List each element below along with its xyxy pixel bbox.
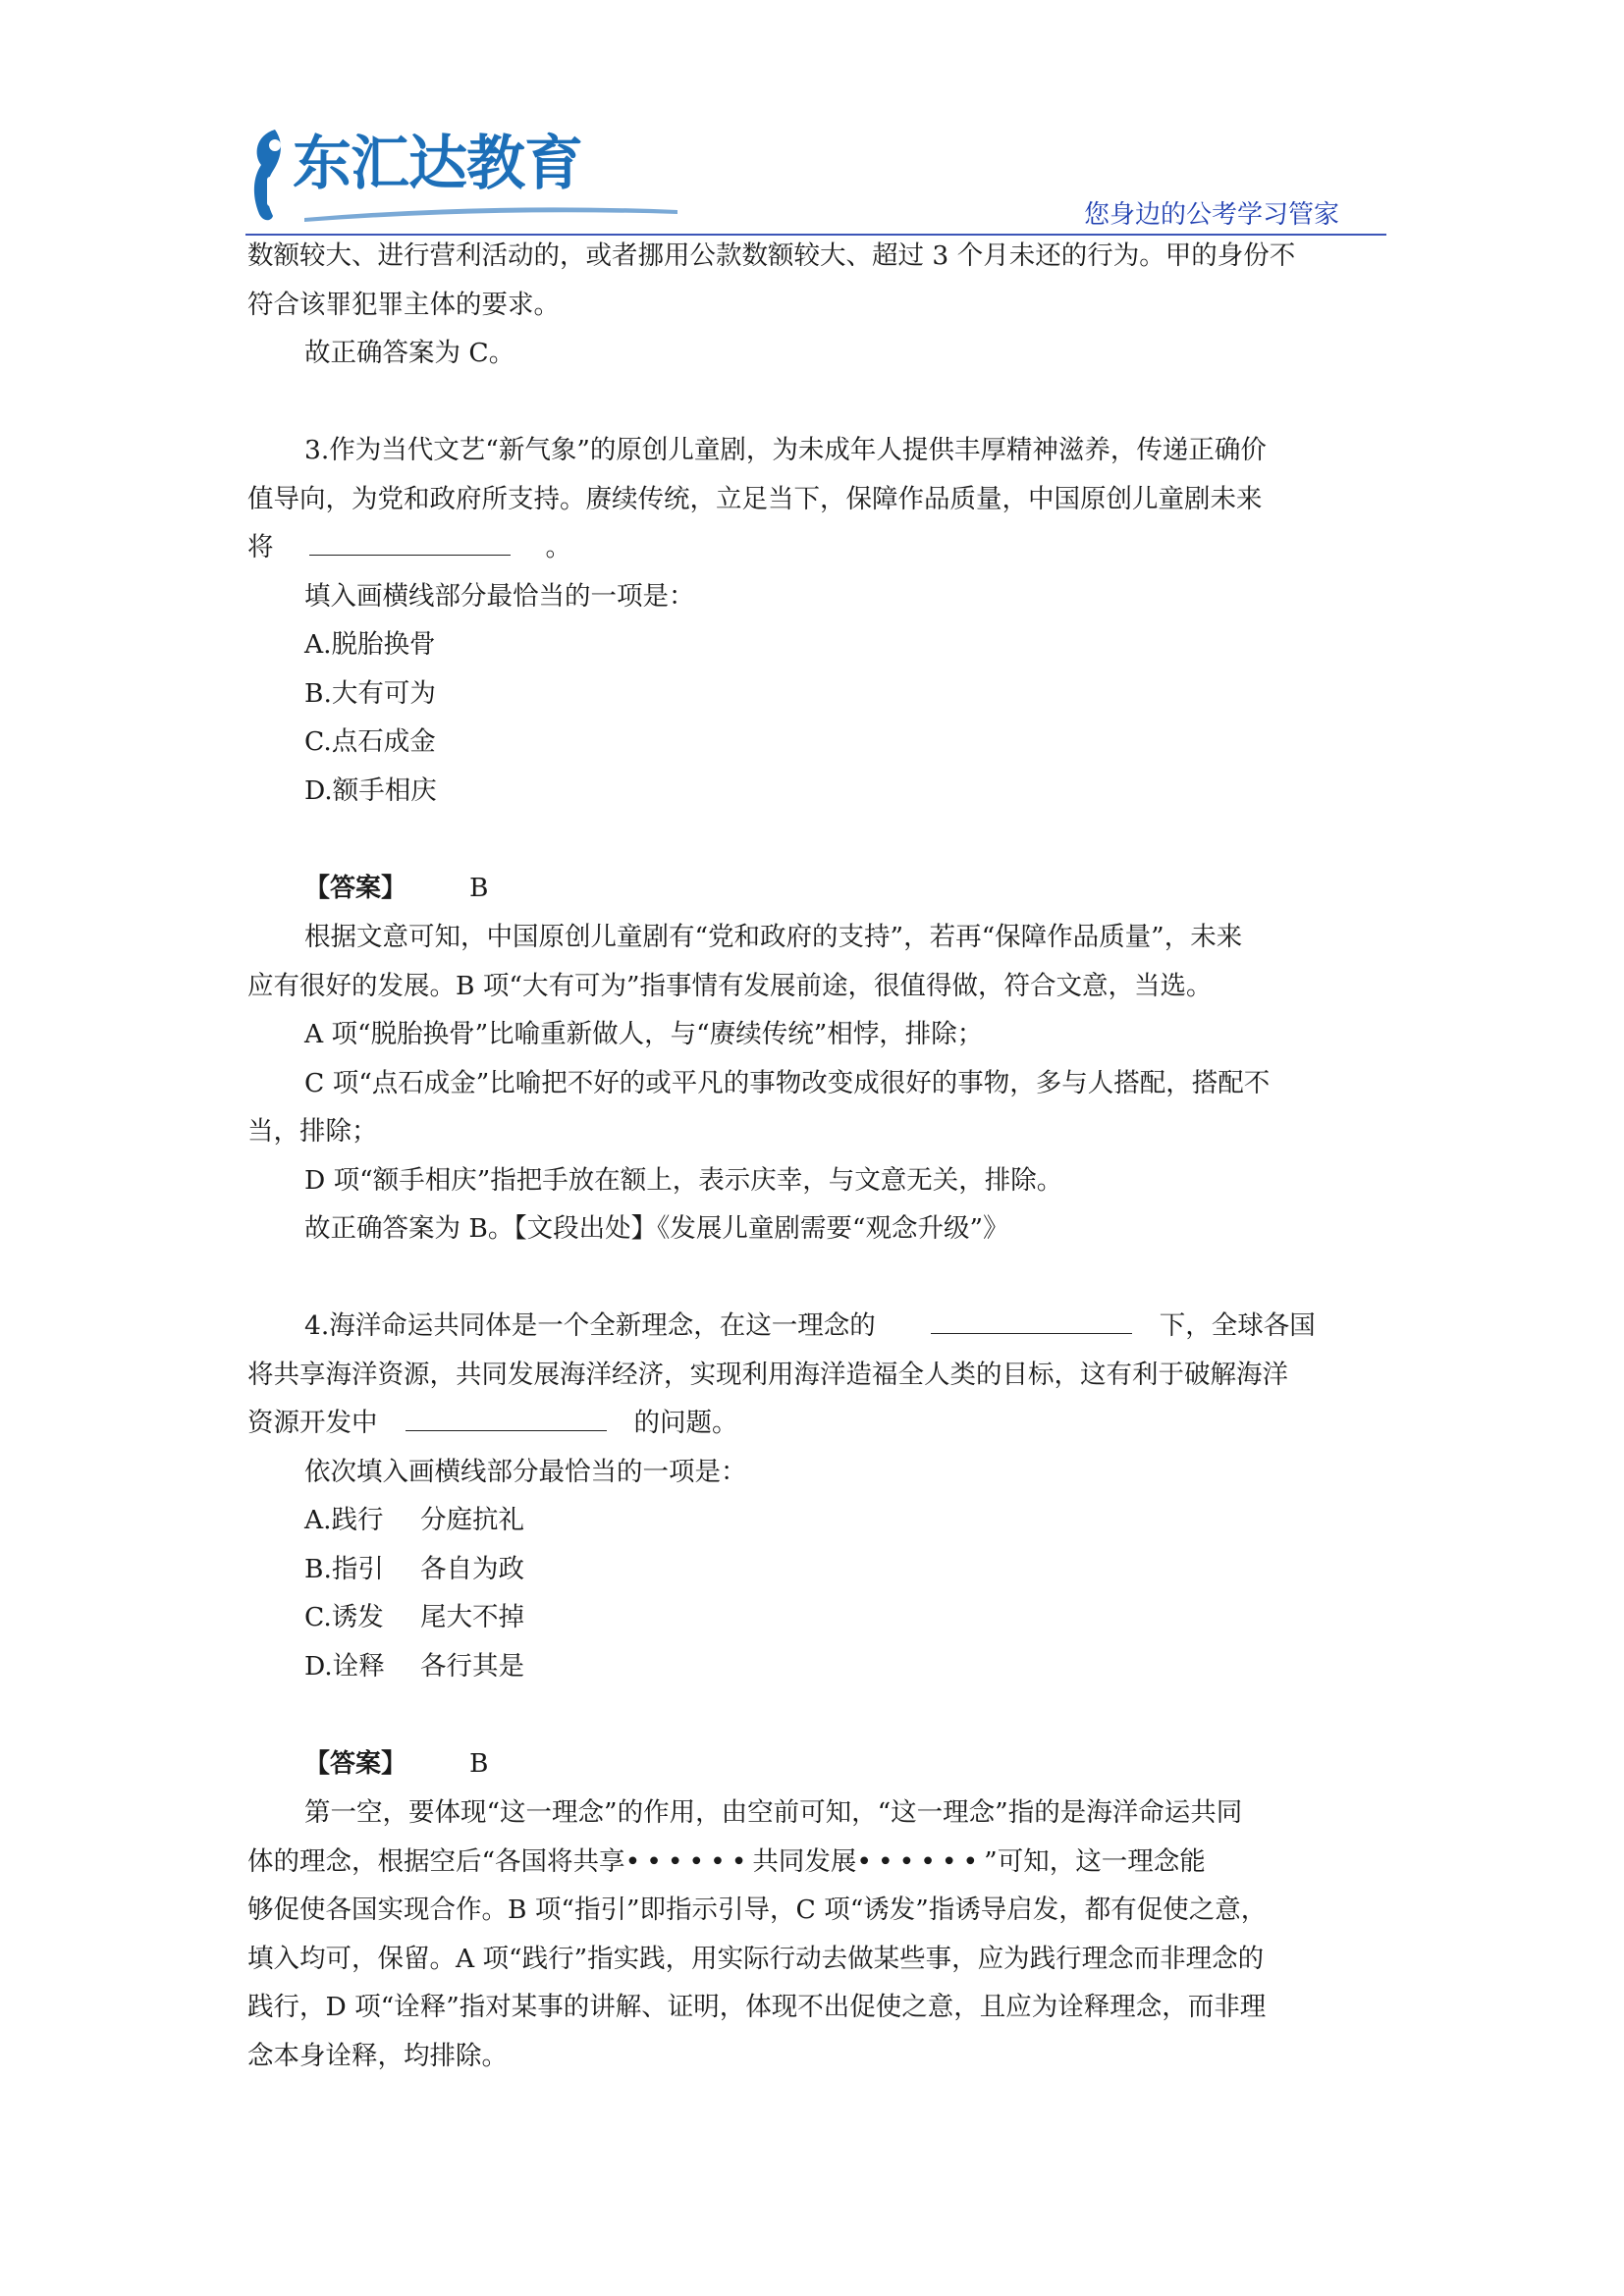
q4-stem-line: 资源开发中 的问题。 <box>247 1399 1386 1448</box>
q3-option: B.大有可为 <box>304 677 436 709</box>
q4-option: D.诠释 各行其是 <box>304 1650 524 1682</box>
q3-analysis-line: C 项“点石成金”比喻把不好的或平凡的事物改变成很好的事物，多与人搭配，搭配不 <box>304 1067 1271 1098</box>
q4-option: C.诱发 尾大不掉 <box>304 1602 524 1632</box>
prev-text-line: 数额较大、进行营利活动的，或者挪用公款数额较大、超过 3 个月未还的行为。甲的身份不 <box>247 240 1296 271</box>
q4-analysis-line: 够促使各国实现合作。B 项“指引”即指示引导，C 项“诱发”指诱导启发，都有促使之意， <box>247 1895 1268 1925</box>
q4-analysis-line: 念本身诠释，均排除。 <box>247 2040 508 2071</box>
document-body <box>247 232 1386 2080</box>
page-header <box>245 108 1386 236</box>
q4-option: A.践行 分庭抗礼 <box>304 1505 524 1535</box>
fill-blank <box>406 1401 607 1431</box>
q3-analysis-line: 根据文意可知，中国原创儿童剧有“党和政府的支持”，若再“保障作品质量”，未来 <box>304 922 1243 952</box>
q3-option: D.额手相庆 <box>304 774 437 806</box>
q3-stem-line: 将 。 <box>247 523 1386 572</box>
q4-instruction: 依次填入画横线部分最恰当的一项是： <box>304 1456 747 1487</box>
q3-analysis-line: D 项“额手相庆”指把手放在额上，表示庆幸，与文意无关，排除。 <box>304 1164 1063 1196</box>
q4-analysis-line: 第一空，要体现“这一理念”的作用，由空前可知，“这一理念”指的是海洋命运共同 <box>304 1797 1243 1828</box>
fill-blank <box>931 1304 1132 1334</box>
q4-option: B.指引 各自为政 <box>304 1553 524 1584</box>
q4-analysis-line: 践行，D 项“诠释”指对某事的讲解、证明，体现不出促使之意，且应为诠释理念，而非理 <box>247 1992 1267 2022</box>
prev-conclusion: 故正确答案为 C。 <box>304 338 515 368</box>
prev-text-line: 符合该罪犯罪主体的要求。 <box>247 289 560 320</box>
q3-analysis-line: 当，排除； <box>247 1116 378 1147</box>
q4-answer: 【答案】 B <box>304 1747 489 1779</box>
q3-option: C.点石成金 <box>304 726 436 757</box>
q3-stem-line: 值导向，为党和政府所支持。赓续传统，立足当下，保障作品质量，中国原创儿童剧未来 <box>247 483 1263 514</box>
q3-stem-line: 3.作为当代文艺“新气象”的原创儿童剧，为未成年人提供丰厚精神滋养，传递正确价 <box>304 435 1267 465</box>
q3-answer: 【答案】 B <box>304 872 489 903</box>
pen-icon <box>245 126 293 224</box>
logo-text: 东汇达教育 <box>293 130 582 198</box>
logo-swoosh <box>304 200 677 222</box>
fill-blank <box>309 525 511 556</box>
brand-logo <box>245 116 668 224</box>
q3-instruction: 填入画横线部分最恰当的一项是： <box>304 580 695 612</box>
q3-option: A.脱胎换骨 <box>304 629 436 660</box>
q3-analysis-line: A 项“脱胎换骨”比喻重新做人，与“赓续传统”相悖，排除； <box>304 1019 984 1049</box>
q3-analysis-line: 应有很好的发展。B 项“大有可为”指事情有发展前途，很值得做，符合文意，当选。 <box>247 970 1213 1001</box>
q4-stem-line: 4.海洋命运共同体是一个全新理念，在这一理念的 下，全球各国 <box>247 1302 1386 1351</box>
q4-analysis-line: 体的理念，根据空后“各国将共享••••••共同发展••••••”可知，这一理念能 <box>247 1845 1206 1877</box>
q4-stem-line: 将共享海洋资源，共同发展海洋经济，实现利用海洋造福全人类的目标，这有利于破解海洋 <box>247 1359 1288 1390</box>
header-tagline: 您身边的公考学习管家 <box>1083 200 1339 230</box>
q3-analysis-line: 故正确答案为 B。【文段出处】《发展儿童剧需要“观念升级”》 <box>304 1213 1009 1244</box>
q4-analysis-line: 填入均可，保留。A 项“践行”指实践，用实际行动去做某些事，应为践行理念而非理念的 <box>247 1943 1265 1974</box>
